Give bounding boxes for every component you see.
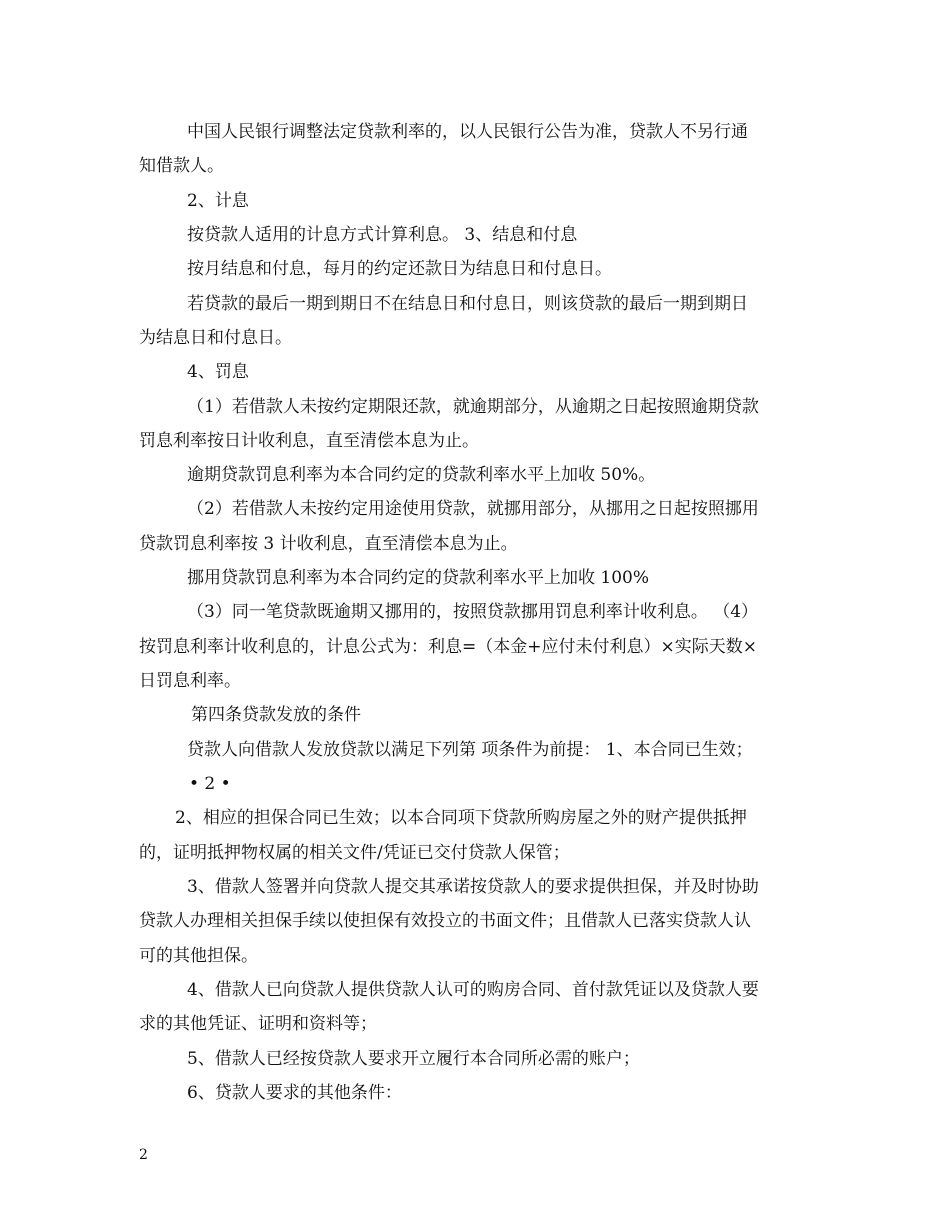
page-number: 2	[139, 1147, 148, 1163]
paragraph-line: 4、借款人已向贷款人提供贷款人认可的购房合同、首付款凭证以及贷款人要	[187, 980, 759, 1000]
paragraph-line: 6、贷款人要求的其他条件：	[187, 1083, 402, 1103]
paragraph-line: （3）同一笔贷款既逾期又挪用的，按照贷款挪用罚息利率计收利息。 （4）	[187, 602, 759, 622]
section-heading: 4、罚息	[187, 362, 249, 382]
paragraph-line: （1）若借款人未按约定期限还款，就逾期部分，从逾期之日起按照逾期贷款	[187, 397, 759, 417]
paragraph-line: 按罚息利率计收利息的，计息公式为：利息=（本金+应付未付利息）×实际天数×	[139, 637, 757, 657]
inline-page-marker: • 2 •	[189, 774, 231, 794]
paragraph-line: 日罚息利率。	[139, 671, 241, 691]
paragraph-line: 逾期贷款罚息利率为本合同约定的贷款利率水平上加收 50%。	[187, 465, 656, 485]
paragraph-line: （2）若借款人未按约定用途使用贷款，就挪用部分，从挪用之日起按照挪用	[187, 499, 759, 519]
paragraph-line: 贷款罚息利率按 3 计收利息，直至清偿本息为止。	[139, 534, 518, 554]
paragraph-line: 按月结息和付息，每月的约定还款日为结息日和付息日。	[187, 259, 612, 279]
paragraph-line: 知借款人。	[139, 156, 224, 176]
paragraph-line: 3、借款人签署并向贷款人提交其承诺按贷款人的要求提供担保，并及时协助	[187, 877, 759, 897]
paragraph-line: 贷款人向借款人发放贷款以满足下列第 项条件为前提： 1、本合同已生效；	[187, 740, 753, 760]
paragraph-line: 罚息利率按日计收利息，直至清偿本息为止。	[139, 431, 479, 451]
article-heading: 第四条贷款发放的条件	[191, 705, 361, 725]
paragraph-line: 2、相应的担保合同已生效；以本合同项下贷款所购房屋之外的财产提供抵押	[175, 808, 747, 828]
paragraph-line: 中国人民银行调整法定贷款利率的，以人民银行公告为准，贷款人不另行通	[187, 122, 748, 142]
paragraph-line: 的，证明抵押物权属的相关文件/凭证已交付贷款人保管；	[139, 843, 570, 863]
paragraph-line: 挪用贷款罚息利率为本合同约定的贷款利率水平上加收 100%	[187, 568, 650, 588]
paragraph-line: 为结息日和付息日。	[139, 328, 292, 348]
paragraph-line: 5、借款人已经按贷款人要求开立履行本合同所必需的账户；	[187, 1049, 640, 1069]
paragraph-line: 贷款人办理相关担保手续以使担保有效投立的书面文件；且借款人已落实贷款人认	[139, 911, 751, 931]
paragraph-line: 可的其他担保。	[139, 946, 258, 966]
paragraph-line: 按贷款人适用的计息方式计算利息。 3、结息和付息	[187, 225, 578, 245]
section-heading: 2、计息	[187, 191, 249, 211]
paragraph-line: 求的其他凭证、证明和资料等；	[139, 1014, 377, 1034]
paragraph-line: 若贷款的最后一期到期日不在结息日和付息日，则该贷款的最后一期到期日	[187, 294, 748, 314]
